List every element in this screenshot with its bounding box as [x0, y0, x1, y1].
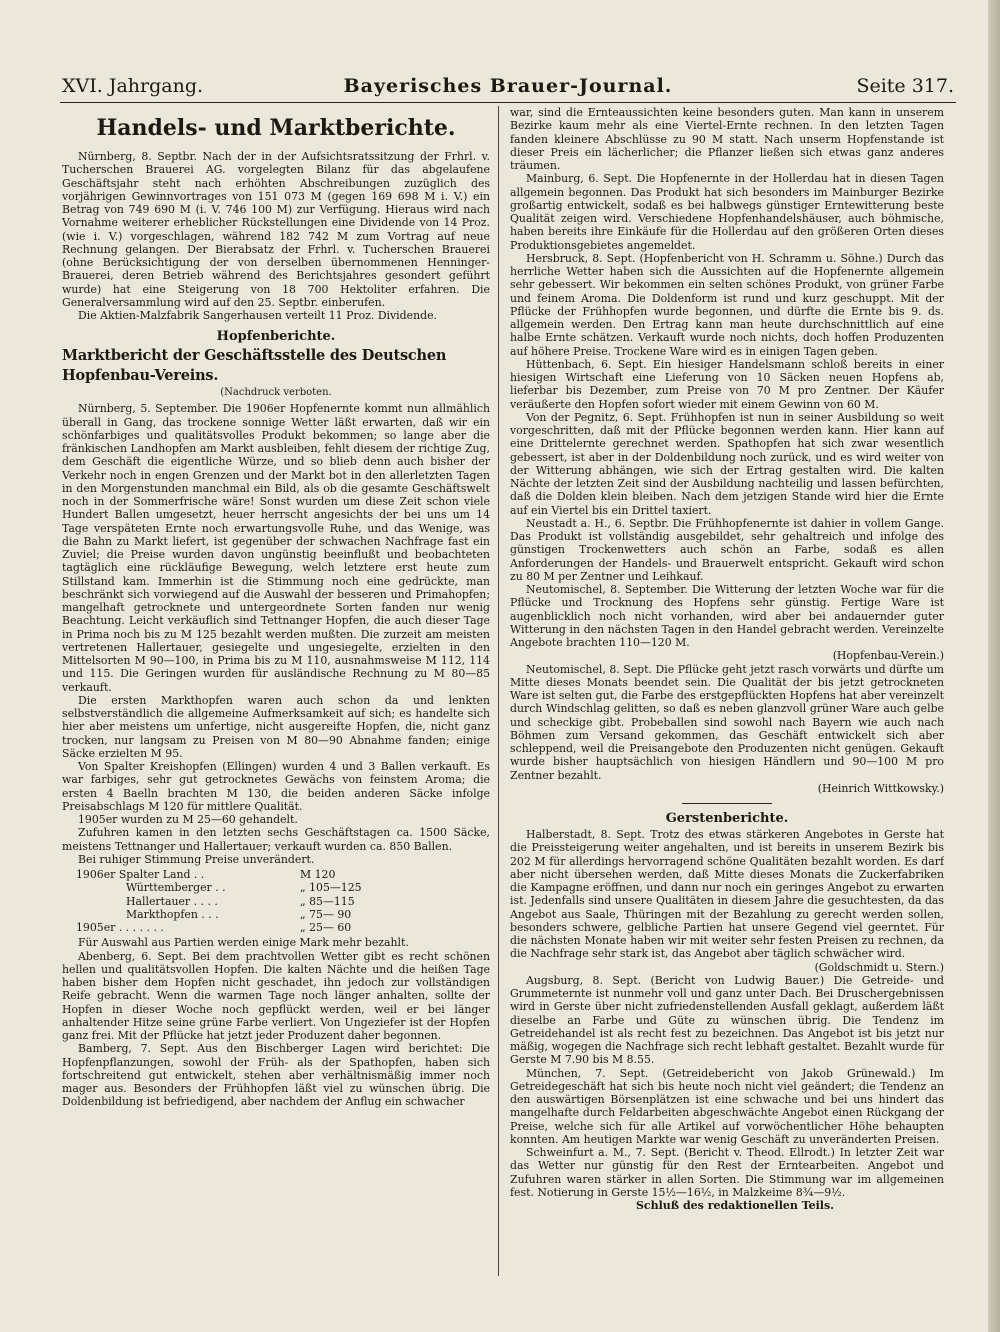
article-abenberg: Abenberg, 6. Sept. Bei dem prachtvollen Wetter gibt es recht schönen hellen und qualitätsvollen Hopfen. Die kalten Nächte und die heißen Tage haben bisher dem Hopfen nicht geschadet, ihn jedoch zur vollständigen Reife gebracht. Wenn die warmen Tage noch länger anhalten, sollte der Hopfen in dieser Woche noch gepflückt werden, weil er bei länger anhaltender Hitze seine grüne Farbe verliert. Von Ungeziefer ist der Hopfen ganz frei. Mit der Pflücke hat jetzt jeder Produzent daher begonnen. [62, 949, 490, 1042]
article-bamberg-cont: war, sind die Ernteaussichten keine besonders guten. Man kann in unserem Bezirke kaum mehr als eine Viertel-Ernte rechnen. In den letzten Tagen fanden kleinere Abschlüsse zu 90 M statt. Nach unserm Hopfenstande ist dieser Preis ein lächerlicher; die Pflanzer ließen sich etwas ganz anderes träumen. [510, 106, 944, 172]
price-row: Hallertauer . . . . „ 85—115 [126, 894, 355, 908]
volume-label: XVI. Jahrgang. [62, 75, 204, 97]
article-mainburg: Mainburg, 6. Sept. Die Hopfenernte in der Hollerdau hat in diesen Tagen allgemein begonnen. Das Produkt hat sich besonders im Mainburger Bezirke großartig entwickelt, sodaß es bei halbwegs günstiger Erntewitterung beste Qualität zeigen wird. Verschiedene Hopfenhandelshäuser, auch böhmische, haben bereits ihre Einkäufe für die Hollerdau auf den größeren Orten dieses Produktionsgebietes angemeldet. [510, 172, 944, 252]
article-neustadt: Neustadt a. H., 6. Septbr. Die Frühhopfenernte ist dahier in vollem Gange. Das Produkt ist vollständig ausgebildet, sehr gehaltreich und infolge des günstigen Trockenwetters auch schön an Farbe, sodaß es allen Anforderungen der Handels- und Brauerwelt entspricht. Gekauft wird schon zu 80 M per Zentner und Leihkauf. [510, 516, 944, 583]
header-rule [60, 102, 956, 103]
section-title-handel: Handels- und Marktberichte. [96, 115, 456, 141]
article-hersbruck: Hersbruck, 8. Sept. (Hopfenbericht von H. Schramm u. Söhne.) Durch das herrliche Wetter haben sich die Aussichten auf die Hopfenernte allgemein sehr gebessert. Wir bekommen ein selten schönes Produkt, von grüner Farbe und feinem Aroma. Die Doldenform ist rund und kurz geschuppt. Mit der Pflücke der Frühhopfen wurde begonnen, und dürfte die Ernte bis 9. ds. allgemein werden. Den Ertrag kann man heute durchschnittlich auf eine halbe Ernte schätzen. Verkauft wurde noch nichts, doch hoffen Produzenten auf höhere Preise. Trockene Ware wird es in einigen Tagen geben. [510, 251, 944, 358]
article-auswahl: Für Auswahl aus Partien werden einige Mark mehr bezahlt. [78, 936, 409, 950]
article-markthopfen: Die ersten Markthopfen waren auch schon da und lenkten selbstverständlich die allgemeine Aufmerksamkeit auf sich; es handelte sich hier aber meistens um unfertige, nicht ausgereifte Hopfen, die, nicht ganz trocken, nur langsam zu Preisen von M 80—90 Abnahme fanden; einige Säcke erzielten M 95. [62, 693, 490, 760]
article-pegnitz: Von der Pegnitz, 6. Sept. Frühhopfen ist nun in seiner Ausbildung so weit vorgeschritten, daß mit der Pflücke begonnen werden kann. Hier kann auf eine Drittelernte gerechnet werden. Spathopfen hat sich zwar wesentlich gebessert, ist aber in der Doldenbildung noch zurück, und es wird weiter von der Witterung abhängen, wie sich der Ertrag gestalten wird. Die kalten Nächte der letzten Zeit sind der Ausbildung nachteilig und lassen befürchten, daß die Dolden klein bleiben. Nach dem jetzigen Stande wird hier die Ernte auf ein Viertel bis ein Drittel taxiert. [510, 410, 944, 517]
left-column [62, 106, 490, 1276]
price-row: 1905er . . . . . . . „ 25— 60 [76, 921, 352, 934]
nachdruck-note: (Nachdruck verboten. [220, 387, 332, 399]
article-neutomischel-1: Neutomischel, 8. September. Die Witterung der letzten Woche war für die Pflücke und Trocknung des Hopfens sehr günstig. Fertige Ware ist augenblicklich noch nicht vorhanden, wird aber bei andauernder guter Witterung in den nächsten Tagen in den Handel gebracht werden. Vereinzelte Angebote brachten 110—120 M. [510, 583, 944, 649]
article-augsburg: Augsburg, 8. Sept. (Bericht von Ludwig Bauer.) Die Getreide- und Grummeternte ist nunmehr voll und ganz unter Dach. Bei Druschergebnissen wird in Gerste über nicht zufriedenstellenden Ausfall geklagt, außerdem läßt dieselbe an Farbe und Güte zu wünschen übrig. Die Tendenz im Getreidehandel ist als recht fest zu bezeichnen. Das Angebot ist bis jetzt nur mäßig, wogegen die Nachfrage sich recht lebhaft gestaltet. Bezahlt wurde für Gerste M 7.90 bis M 8.55. [510, 973, 944, 1067]
price-row: Markthopfen . . . „ 75— 90 [126, 907, 352, 921]
signature-goldschmidt: (Goldschmidt u. Stern.) [814, 960, 944, 974]
article-neutomischel-2: Neutomischel, 8. Sept. Die Pflücke geht jetzt rasch vorwärts und dürfte um Mitte dieses Monats beendet sein. Die Qualität der bis jetzt getrockneten Ware ist selten gut, die Farbe des erstgepflückten Hopfens hat aber vereinzelt durch Windschlag gelitten, so daß es neben glanzvoll grüner Ware auch gelbe und scheckige gibt. Probeballen sind sowohl nach Bayern wie auch nach Böhmen zum Versand gekommen, das Geschäft entwickelt sich aber schleppend, weil die Preisangebote den Produzenten nicht genügen. Gekauft wurde bisher hauptsächlich von hiesigen Händlern und 90—100 M pro Zentner bezahlt. [510, 662, 944, 782]
article-spalter: Von Spalter Kreishopfen (Ellingen) wurden 4 und 3 Ballen verkauft. Es war farbiges, sehr gut getrocknetes Gewächs von feinstem Aroma; die ersten 4 Baelln brachten M 130, die beiden anderen Säcke infolge Preisabschlags M 120 für mittlere Qualität. [62, 760, 490, 813]
column-divider [498, 106, 499, 1276]
price-table [76, 868, 394, 934]
page-number: Seite 317. [856, 75, 954, 97]
article-bamberg: Bamberg, 7. Sept. Aus den Bischberger Lagen wird berichtet: Die Hopfenpflanzungen, sowohl der Früh- als der Spathopfen, haben sich fortschreitend gut entwickelt, stehen aber verhältnismäßig immer noch mager aus. Besonders der Frühhopfen läßt viel zu wünschen übrig. Die Doldenbildung ist befriedigend, aber nachdem der Anflug ein schwacher [62, 1042, 490, 1109]
article-stimmung: Bei ruhiger Stimmung Preise unverändert. [78, 852, 315, 866]
article-halberstadt: Halberstadt, 8. Sept. Trotz des etwas stärkeren Angebotes in Gerste hat die Preissteigerung weiter angehalten, und ist bereits in unserem Bezirk bis 202 M für allerdings hervorragend schöne Qualitäten bezahlt worden. Es darf aber nicht übersehen werden, daß Mitte dieses Monats die Zuckerfabriken die Kampagne eröffnen, und dann nur noch ein geringes Angebot zu erwarten ist. Jedenfalls sind unsere Qualitäten in diesem Jahre die gesuchtesten, da das Angebot aus Saale, Thüringen mit der Bezahlung zu gerecht werden sollen, besonders schwere, gelbliche Partien hat unsere Gegend viel geerntet. Für die nächsten Monate haben wir mit weiter sehr festen Preisen zu rechnen, da die Nachfrage sehr stark ist, das Angebot aber täglich schwächer wird. [510, 828, 944, 961]
article-1905er: 1905er wurden zu M 25—60 gehandelt. [78, 813, 298, 826]
article-schweinfurt: Schweinfurt a. M., 7. Sept. (Bericht v. Theod. Ellrodt.) In letzter Zeit war das Wetter nur günstig für den Rest der Erntearbeiten. Angebot und Zufuhren waren stärker in allen Sorten. Die Stimmung war im allgemeinen fest. Notierung in Gerste 15½—16½, in Malzkeime 8¾—9½. [510, 1146, 944, 1199]
signature-hopfenbau: (Hopfenbau-Verein.) [832, 649, 944, 663]
section-title-hopfen: Hopfenberichte. [216, 329, 336, 345]
journal-title: Bayerisches Brauer-Journal. [343, 75, 673, 97]
article-muenchen: München, 7. Sept. (Getreidebericht von Jakob Grünewald.) Im Getreidegeschäft hat sich bis heute noch nicht viel geändert; die Tendenz an den auswärtigen Börsenplätzen ist eine schwache und bei uns hindert das mangelhafte durch Feldarbeiten abgeschwächte Angebot einen Rückgang der Preise, welche sich für alle Artikel auf vorwöchentlicher Höhe behaupten konnten. Am heutigen Markte war wenig Geschäft zu unveränderten Preisen. [510, 1066, 944, 1146]
page-gutter [988, 0, 1000, 1332]
section-title-gerste: Gerstenberichte. [665, 811, 789, 826]
page-header [62, 72, 954, 100]
article-nuernberg-hopfen: Nürnberg, 5. September. Die 1906er Hopfenernte kommt nun allmählich überall in Gang, das trockene sonnige Wetter läßt erwarten, daß wir ein schönfarbiges und qualitätsvolles Produkt bekommen; so lange aber die fränkischen Landhopfen am Markt ausbleiben, fehlt diesem der richtige Zug, dem Geschäft die eigentliche Würze, und so blieb denn auch bisher der Verkehr noch in engen Grenzen und der Markt bot in den allerletzten Tagen in den Morgenstunden manchmal ein Bild, als ob die gesamte Geschäftswelt noch in der Sommerfrische wäre! Sonst wurden um diese Zeit schon viele Hundert Ballen umgesetzt, heuer herrscht angesichts der bei uns um 14 Tage verspäteten Ernte noch erwartungsvolle Ruhe, und das Wenige, was die Bahn zu Markt liefert, ist gegenüber der schwachen Nachfrage fast ein Zuviel; die Preise wurden davon ungünstig beeinflußt und beobachteten tagtäglich eine rückläufige Bewegung, welch letztere erst heute zum Stillstand kam. Immerhin ist die Stimmung noch eine gedrückte, man beschränkt sich vorwiegend auf die Auswahl der besseren und Primahopfen; mangelhaft getrocknete und untergeordnete Sorten fanden nur wenig Beachtung. Leicht verkäuflich sind Tettnanger Hopfen, die auch dieser Tage in Prima noch bis zu M 125 bezahlt werden mußten. Die zurzeit am meisten vertretenen Hallertauer, gesiegelte und ungesiegelte, erzielten in den Mittelsorten M 90—100, in Prima bis zu M 110, ausnahmsweise M 112, 114 und 115. Die Geringen wurden für ausländische Rechnung zu M 80—85 verkauft. [62, 402, 490, 694]
price-row: Württemberger . . „ 105—125 [126, 881, 362, 895]
price-row: 1906er Spalter Land . . M 120 [76, 868, 336, 881]
article-sangerhausen: Die Aktien-Malzfabrik Sangerhausen verteilt 11 Proz. Dividende. [78, 309, 437, 322]
article-huettenbach: Hüttenbach, 6. Sept. Ein hiesiger Handelsmann schloß bereits in einer hiesigen Wirtschaft eine Lieferung von 10 Säcken neuen Hopfens ab, lieferbar bis Dezember, zum Preise von 70 M pro Zentner. Der Käufer veräußerte den Hopfen sofort wieder mit einem Gewinn von 60 M. [510, 357, 944, 411]
article-tucher: Nürnberg, 8. Septbr. Nach der in der Aufsichtsratssitzung der Frhrl. v. Tucherschen Brauerei AG. vorgelegten Bilanz für das abgelaufene Geschäftsjahr steht nach erhöhten Abschreibungen zuzüglich des vorjährigen Gewinnvortrages von 151 073 M (gegen 169 698 M i. V.) ein Betrag von 749 690 M (i. V. 746 100 M) zur Verfügung. Hieraus wird nach Vornahme weiterer erheblicher Rückstellungen eine Dividende von 14 Proz. (wie i. V.) vorgeschlagen, während 182 742 M zum Vortrag auf neue Rechnung gelangen. Der Bierabsatz der Frhrl. v. Tucherschen Brauerei (ohne Berücksichtigung der von derselben übernommenen Henninger-Brauerei, deren Betrieb während des Berichtsjahres gesondert geführt wurde) hat eine Steigerung von 18 700 Hektoliter erfahren. Die Generalversammlung wird auf den 25. Septbr. einberufen. [62, 150, 490, 309]
section-divider [682, 803, 772, 804]
marktbericht-title: Marktbericht der Geschäftsstelle des Deutschen Hopfenbau-Vereins. [62, 347, 447, 385]
right-column [510, 106, 944, 1276]
signature-wittkowsky: (Heinrich Wittkowsky.) [817, 781, 944, 795]
end-of-editorial-note: Schluß des redaktionellen Teils. [635, 1199, 835, 1212]
article-zufuhren: Zufuhren kamen in den letzten sechs Geschäftstagen ca. 1500 Säcke, meistens Tettnanger und Hallertauer; verkauft wurden ca. 850 Ballen. [62, 826, 490, 853]
